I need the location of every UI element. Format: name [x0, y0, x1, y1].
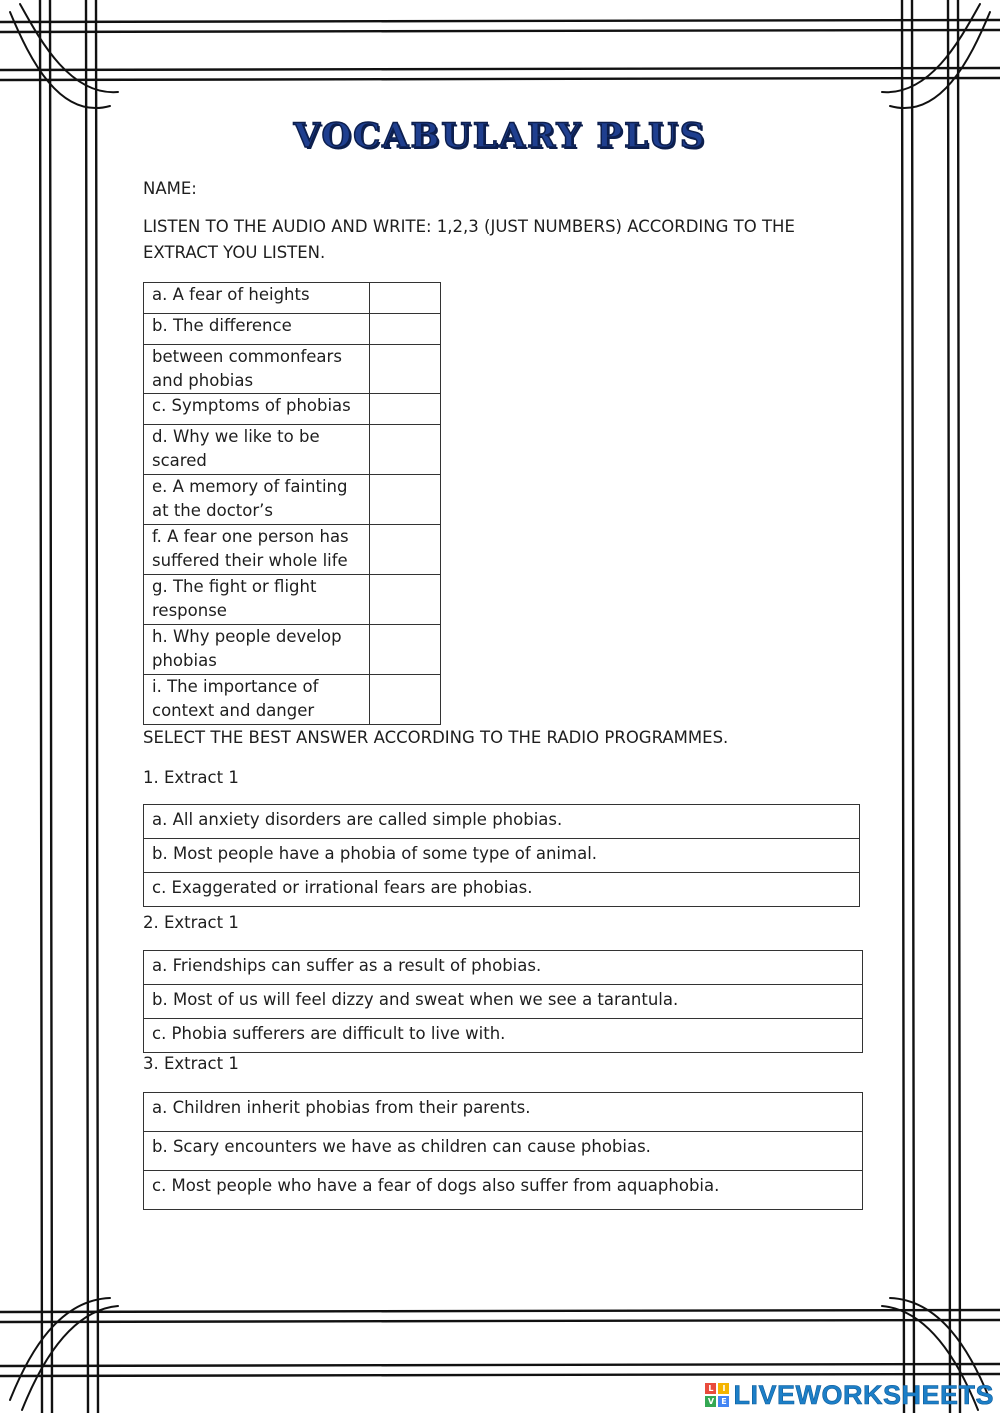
answer-blank-input[interactable] — [370, 345, 441, 394]
answer-blank-input[interactable] — [370, 425, 441, 475]
matching-topic: d. Why we like to be scared — [144, 425, 370, 475]
matching-topic: h. Why people develop phobias — [144, 625, 370, 675]
logo-text: LIVEWORKSHEETS — [733, 1379, 994, 1410]
answer-blank-input[interactable] — [370, 525, 441, 575]
matching-instructions: LISTEN TO THE AUDIO AND WRITE: 1,2,3 (JUST NUMBERS) ACCORDING TO THE EXTRACT YOU LISTEN. — [143, 217, 795, 262]
matching-row — [144, 525, 441, 575]
answer-blank-input[interactable] — [370, 475, 441, 525]
logo-badge-letter: L — [705, 1383, 716, 1394]
question-options-table — [143, 804, 860, 907]
answer-blank-input[interactable] — [370, 314, 441, 345]
answer-option[interactable]: b. Scary encounters we have as children can cause phobias. — [144, 1132, 863, 1171]
matching-row — [144, 394, 441, 425]
mcq-instructions: SELECT THE BEST ANSWER ACCORDING TO THE RADIO PROGRAMMES. — [143, 728, 729, 747]
question-label: 3. Extract 1 — [143, 1054, 239, 1073]
answer-blank-input[interactable] — [370, 394, 441, 425]
matching-row — [144, 675, 441, 725]
logo-badge-letter: V — [705, 1396, 716, 1407]
question-options-table — [143, 1092, 863, 1210]
matching-row — [144, 575, 441, 625]
answer-option[interactable]: a. Friendships can suffer as a result of phobias. — [144, 951, 863, 985]
matching-topic: c. Symptoms of phobias — [144, 394, 370, 425]
matching-row — [144, 425, 441, 475]
question-label: 2. Extract 1 — [143, 913, 239, 932]
matching-topic: g. The fight or flight response — [144, 575, 370, 625]
question-label: 1. Extract 1 — [143, 768, 239, 787]
answer-option[interactable]: c. Phobia sufferers are difficult to live with. — [144, 1019, 863, 1053]
matching-topic: f. A fear one person has suffered their whole life — [144, 525, 370, 575]
answer-option[interactable]: c. Most people who have a fear of dogs also suffer from aquaphobia. — [144, 1171, 863, 1210]
question-options-table — [143, 950, 863, 1053]
logo-badge-letter: E — [718, 1396, 729, 1407]
answer-option[interactable]: b. Most people have a phobia of some type of animal. — [144, 839, 860, 873]
worksheet-title: VOCABULARY PLUS — [293, 116, 707, 156]
matching-topic: i. The importance of context and danger — [144, 675, 370, 725]
answer-option[interactable]: c. Exaggerated or irrational fears are phobias. — [144, 873, 860, 907]
matching-table — [143, 282, 441, 725]
logo-badge-letter: I — [718, 1383, 729, 1394]
matching-row — [144, 314, 441, 345]
answer-option[interactable]: a. Children inherit phobias from their parents. — [144, 1093, 863, 1132]
name-label: NAME: — [143, 179, 197, 198]
liveworksheets-logo[interactable] — [705, 1378, 994, 1412]
matching-topic: e. A memory of fainting at the doctor’s — [144, 475, 370, 525]
matching-row — [144, 625, 441, 675]
answer-option[interactable]: b. Most of us will feel dizzy and sweat when we see a tarantula. — [144, 985, 863, 1019]
matching-row — [144, 345, 441, 394]
answer-option[interactable]: a. All anxiety disorders are called simple phobias. — [144, 805, 860, 839]
matching-row — [144, 283, 441, 314]
matching-row — [144, 475, 441, 525]
matching-topic: a. A fear of heights — [144, 283, 370, 314]
answer-blank-input[interactable] — [370, 675, 441, 725]
logo-badge-icon — [705, 1383, 729, 1407]
matching-topic: b. The difference — [144, 314, 370, 345]
answer-blank-input[interactable] — [370, 625, 441, 675]
answer-blank-input[interactable] — [370, 575, 441, 625]
matching-topic: between commonfears and phobias — [144, 345, 370, 394]
answer-blank-input[interactable] — [370, 283, 441, 314]
